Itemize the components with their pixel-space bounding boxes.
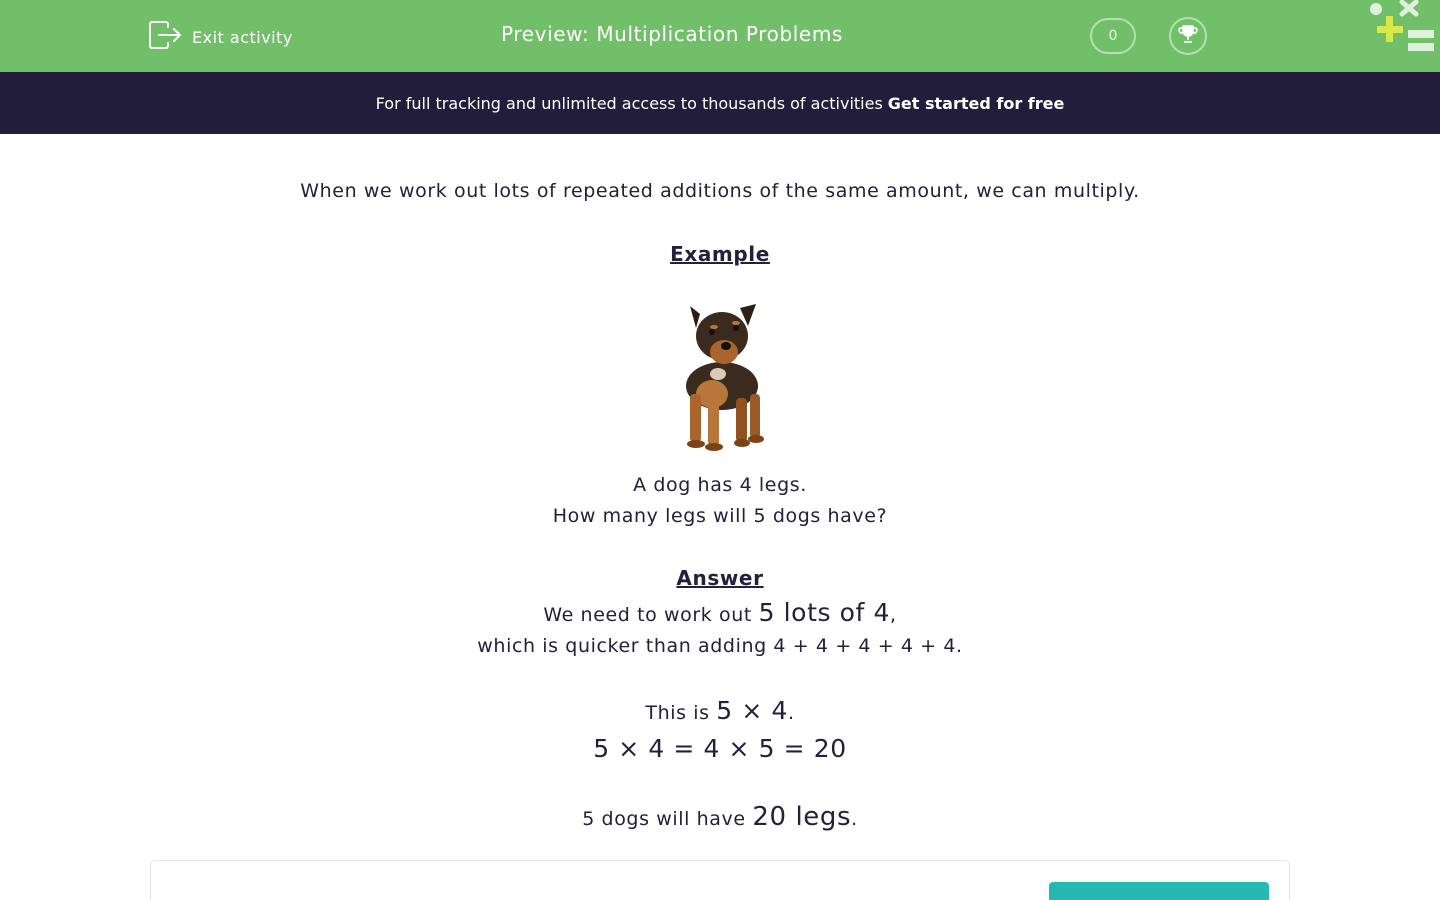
equation: 5 × 4 = 4 × 5 = 20: [593, 734, 847, 763]
trophy-icon: [1177, 23, 1199, 49]
this-is-text: This is: [645, 702, 717, 724]
question-line-1: A dog has 4 legs.: [633, 474, 807, 496]
page-title: Preview: Multiplication Problems: [501, 22, 843, 46]
conclusion-text: 5 dogs will have: [582, 808, 753, 830]
dog-image: [660, 294, 780, 454]
lesson-content: [0, 134, 1440, 854]
exit-activity-label: Exit activity: [192, 27, 293, 47]
question-card: [150, 860, 1290, 900]
answer-emphasis: 5 lots of 4: [758, 598, 890, 627]
question-line-2: How many legs will 5 dogs have?: [552, 505, 888, 527]
banner-text: For full tracking and unlimited access to thousands of activities: [375, 93, 883, 113]
answer-line-1-end: ,: [890, 604, 897, 626]
answer-line-1: [0, 598, 1440, 627]
get-started-link[interactable]: Get started for free: [887, 93, 1065, 113]
trophy-button[interactable]: [1169, 17, 1207, 55]
this-is-expression: 5 × 4: [716, 696, 788, 725]
brand-logo: [1364, 0, 1440, 60]
conclusion-end: .: [851, 808, 858, 830]
card-action-button[interactable]: [1049, 882, 1269, 900]
this-is-line: [0, 696, 1440, 725]
answer-heading: Answer: [676, 566, 764, 590]
answer-line-2: which is quicker than adding 4 + 4 + 4 + 4 + 4.: [477, 635, 963, 657]
score-badge: 0: [1090, 18, 1136, 54]
conclusion-emphasis: 20 legs: [752, 802, 852, 832]
this-is-end: .: [787, 702, 795, 724]
conclusion-line: [0, 802, 1440, 832]
answer-line-1-text: We need to work out: [543, 604, 759, 626]
upgrade-banner: [0, 72, 1440, 134]
example-heading: Example: [670, 242, 770, 266]
top-header: [0, 0, 1440, 72]
intro-text: When we work out lots of repeated additions of the same amount, we can multiply.: [300, 180, 1140, 202]
